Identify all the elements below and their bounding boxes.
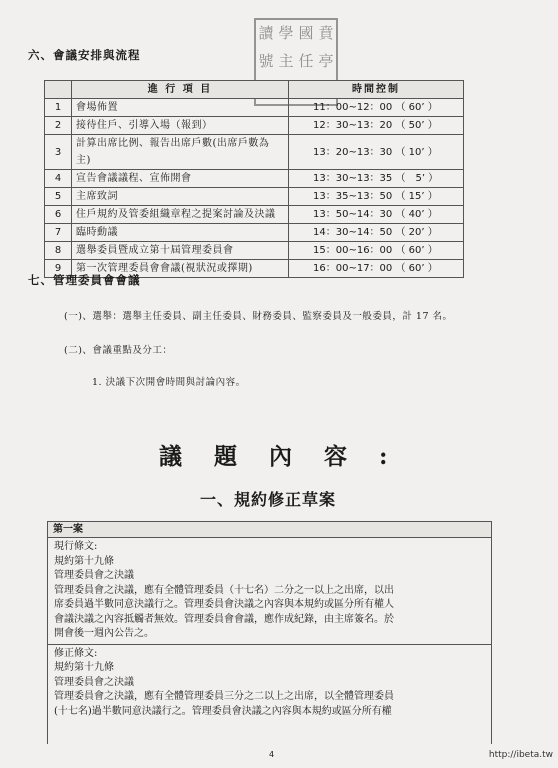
row-time: 14：30~14：50 （ 20’ ） (289, 224, 464, 242)
meeting-focus-item: 1. 決議下次開會時間與討論內容。 (92, 377, 246, 388)
row-time: 13：50~14：30 （ 40’ ） (289, 206, 464, 224)
current-article: 規約第十九條 (54, 555, 114, 567)
row-time: 15：00~16：00 （ 60’ ） (289, 242, 464, 260)
row-time: 13：35~13：50 （ 15’ ） (289, 188, 464, 206)
stamp-char: 任 (298, 52, 314, 70)
schedule-header-time: 時間控制 (289, 81, 464, 99)
stamp-char: 國 (298, 24, 314, 42)
revised-clause-block (48, 644, 491, 720)
current-text-line: 會議決議之內容抵觸者無效。管理委員會會議，應作成紀錄，由主席簽名。於 (54, 613, 394, 625)
current-text-line: 開會後一週內公告之。 (54, 628, 154, 639)
row-time: 13：20~13：30 （ 10’ ） (289, 135, 464, 170)
table-row (45, 206, 464, 224)
current-clause-block (48, 538, 491, 642)
row-number: 5 (45, 188, 72, 206)
row-time: 13：30~13：35 （ 5’ ） (289, 170, 464, 188)
stamp-char: 賁 (318, 24, 334, 42)
case-label: 第一案 (48, 522, 491, 538)
stamp-char: 學 (278, 24, 294, 42)
current-article-name: 管理委員會之決議 (54, 570, 134, 581)
current-heading: 現行條文: (54, 541, 98, 552)
row-item: 住戶規約及管委組織章程之提案討論及決議 (72, 206, 289, 224)
revised-text-line: (十七名)過半數同意決議行之。管理委員會決議之內容與本規約或區分所有權 (54, 705, 392, 717)
table-row (45, 224, 464, 242)
stamp-char: 主 (278, 52, 294, 70)
row-time: 16：00~17：00 （ 60’ ） (289, 260, 464, 278)
table-row (45, 117, 464, 135)
row-number: 9 (45, 260, 72, 278)
stamp-char: 亭 (318, 52, 334, 70)
row-item: 選舉委員暨成立第十屆管理委員會 (72, 242, 289, 260)
revised-text-line: 管理委員會之決議，應有全體管理委員三分之二以上之出席，以全體管理委員 (54, 691, 394, 702)
agenda-subtitle: 一、規約修正草案 (200, 490, 337, 509)
case-box (47, 521, 492, 744)
row-number: 1 (45, 99, 72, 117)
row-number: 6 (45, 206, 72, 224)
row-item: 會場佈置 (72, 99, 289, 117)
row-item: 第一次管理委員會會議(視狀況或擇期) (72, 260, 289, 278)
section-6-title: 六、會議安排與流程 (28, 48, 141, 62)
table-row (45, 135, 464, 170)
row-number: 2 (45, 117, 72, 135)
row-time: 11：00~12：00 （ 60’ ） (289, 99, 464, 117)
agenda-title: 議題內容: (159, 443, 420, 470)
section-7-title: 七、管理委員會會議 (28, 273, 141, 287)
revised-article-name: 管理委員會之決議 (54, 676, 134, 688)
current-text-line: 管理委員會之決議，應有全體管理委員（十七名）二分之一以上之出席，以出 (54, 584, 394, 596)
row-number: 4 (45, 170, 72, 188)
row-number: 8 (45, 242, 72, 260)
table-row (45, 170, 464, 188)
stamp-char: 號 (258, 52, 274, 70)
stamp-char: 讀 (258, 24, 274, 42)
row-item: 臨時動議 (72, 224, 289, 242)
table-row (45, 188, 464, 206)
row-item: 宣告會議議程、宣佈開會 (72, 170, 289, 188)
schedule-header-row (45, 81, 464, 99)
current-text-line: 席委員過半數同意決議行之。管理委員會決議之內容與本規約或區分所有權人 (54, 599, 394, 610)
page-number: 4 (269, 750, 275, 759)
row-item: 主席致詞 (72, 188, 289, 206)
meeting-focus-heading: (二)、會議重點及分工： (64, 345, 173, 356)
schedule-header-no (45, 81, 72, 99)
schedule-table (44, 80, 464, 278)
row-number: 7 (45, 224, 72, 242)
row-item: 接待住戶、引導入場（報到） (72, 117, 289, 135)
table-row (45, 99, 464, 117)
revised-heading: 修正條文: (54, 647, 98, 659)
row-number: 3 (45, 135, 72, 170)
table-row (45, 242, 464, 260)
election-paragraph: (一)、選舉：選舉主任委員、副主任委員、財務委員、監察委員及一般委員，計 17 名。 (64, 311, 453, 322)
revised-article: 規約第十九條 (54, 662, 114, 673)
watermark: http://ibeta.tw (488, 750, 553, 760)
row-item: 計算出席比例、報告出席戶數(出席戶數為主) (72, 135, 289, 170)
schedule-header-item: 進 行 項 目 (72, 81, 289, 99)
row-time: 12：30~13：20 （ 50’ ） (289, 117, 464, 135)
